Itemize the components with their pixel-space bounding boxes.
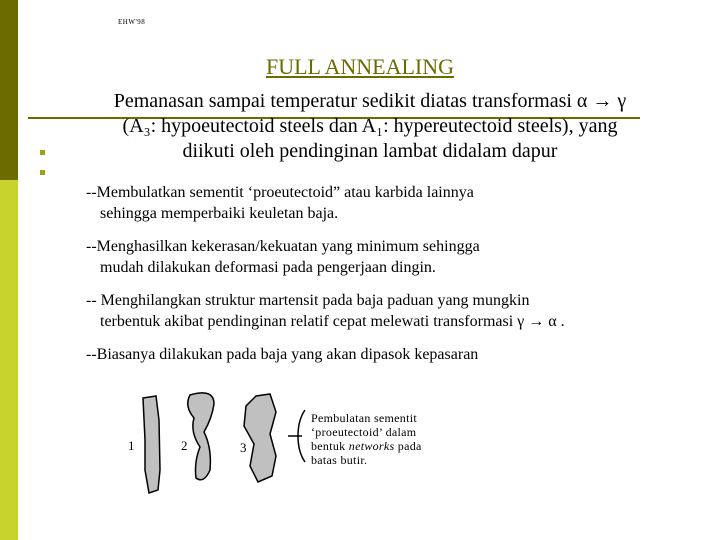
caption-text: pada: [394, 439, 422, 453]
diagram-caption: [311, 411, 471, 467]
bullet-line: mudah dilakukan deformasi pada pengerjaan dingin.: [100, 259, 436, 276]
bullet-line: terbentuk akibat pendinginan relatif cepat melewati transformasi γ → α .: [100, 313, 565, 330]
header-code: EHW'98: [118, 18, 146, 26]
bullet-line: --Membulatkan sementit ‘proeutectoid” atau karbida lainnya: [86, 184, 474, 201]
shape-label-1: 1: [128, 438, 135, 453]
intro-line: Pemanasan sampai temperatur sedikit diatas transformasi α → γ: [113, 90, 627, 112]
bullet-line: --Biasanya dilakukan pada baja yang akan dipasok kepasaran: [86, 346, 479, 363]
page-title: FULL ANNEALING: [266, 54, 454, 79]
grain-shape-2: [188, 393, 214, 480]
intro-line: (A₃: hypoeutectoid steels dan A₁: hypereutectoid steels), yang: [122, 115, 618, 137]
bullet-line: sehingga memperbaiki keuletan baja.: [100, 205, 339, 222]
caption-line: Pembulatan sementit: [311, 411, 418, 425]
caption-line: batas butir.: [311, 453, 368, 467]
grain-shape-3: [244, 394, 276, 482]
caption-line: ‘proeutectoid’ dalam: [311, 425, 417, 439]
intro-line: diikuti oleh pendinginan lambat didalam dapur: [182, 140, 558, 162]
caption-emphasis: networks: [348, 439, 395, 453]
shape-label-2: 2: [181, 438, 188, 453]
caption-text: bentuk: [311, 439, 349, 453]
shape-label-3: 3: [240, 440, 247, 455]
bullet-line: --Menghasilkan kekerasan/kekuatan yang minimum sehingga: [86, 238, 480, 255]
bullet-line: -- Menghilangkan struktur martensit pada baja paduan yang mungkin: [86, 292, 530, 309]
grain-shape-1: [143, 396, 160, 493]
caption-line: [311, 439, 471, 453]
